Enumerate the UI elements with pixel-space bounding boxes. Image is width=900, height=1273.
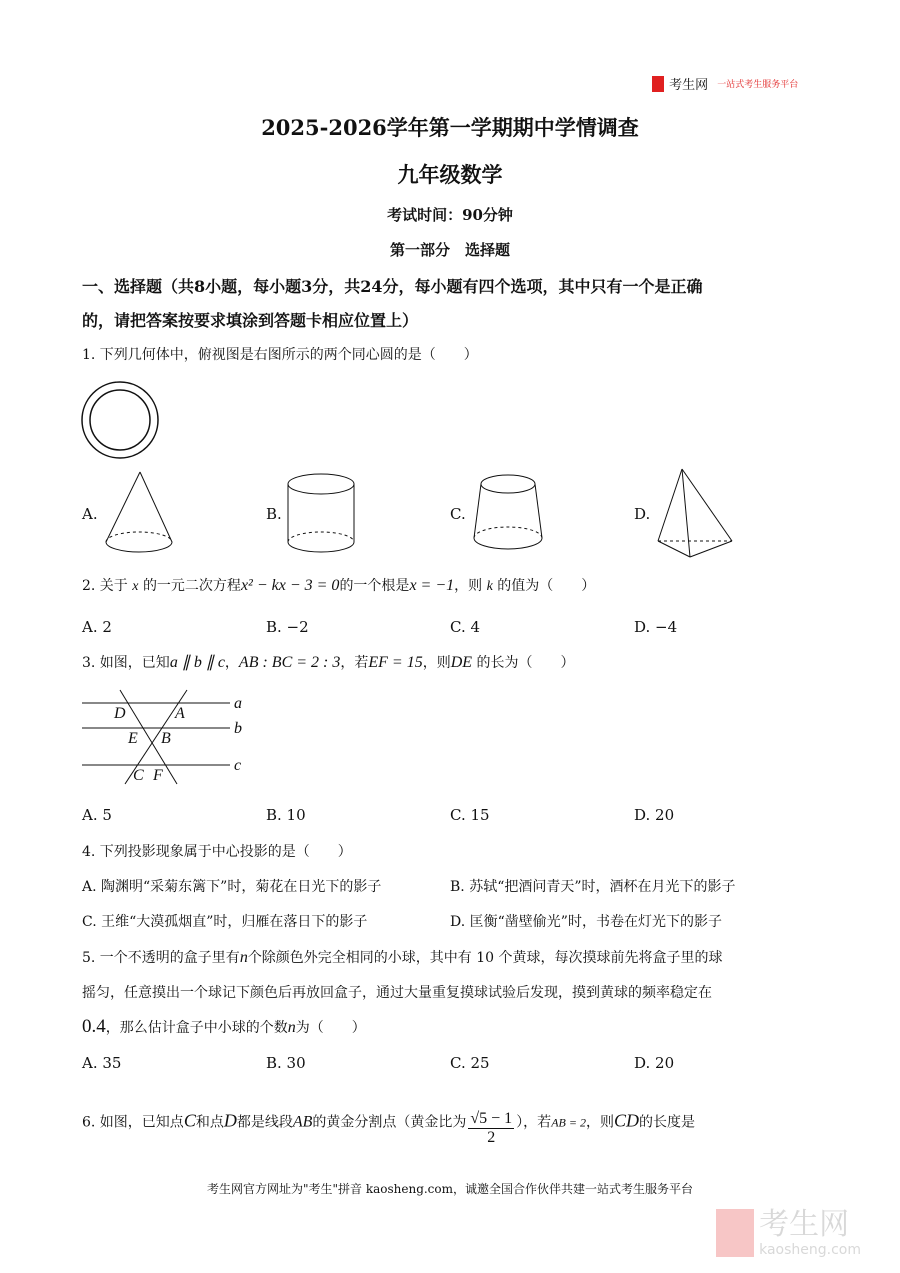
q4-option-b: B. 苏轼“把酒问青天”时，酒杯在月光下的影子 xyxy=(450,879,736,895)
svg-text:A: A xyxy=(175,705,185,722)
pyramid-figure xyxy=(652,465,738,560)
svg-text:C: C xyxy=(133,767,144,784)
q2-stem: 2. 关于 x 的一元二次方程x² − kx − 3 = 0的一个根是x = −1，则 k 的值为（ ） xyxy=(82,577,596,594)
q5-line-1: 5. 一个不透明的盒子里有n个除颜色外完全相同的小球，其中有 10 个黄球，每次摸球前先将盒子里的球 xyxy=(82,949,723,966)
section-heading-1: 一、选择题（共8小题，每小题3分，共24分，每小题有四个选项，其中只有一个是正确 xyxy=(82,277,703,296)
q6-stem: 6. 如图，已知点C和点D都是线段AB的黄金分割点（黄金比为 $\frac{√5 - 1}{2}$ ），若AB = 2，则CD的长度是 xyxy=(82,1110,695,1146)
svg-text:a: a xyxy=(234,695,242,712)
q3-option-a: A. 5 xyxy=(82,806,112,824)
q1-stem: 1. 下列几何体中，俯视图是右图所示的两个同心圆的是（ ） xyxy=(82,347,478,363)
svg-text:b: b xyxy=(234,720,242,737)
svg-text:c: c xyxy=(234,757,242,774)
cylinder-figure xyxy=(283,470,359,560)
svg-text:F: F xyxy=(153,767,163,784)
q1-option-a: A. xyxy=(82,505,98,523)
watermark-mark-icon xyxy=(716,1209,754,1257)
q5-option-d: D. 20 xyxy=(634,1054,675,1072)
q3-option-c: C. 15 xyxy=(450,806,490,824)
exam-subject: 九年级数学 xyxy=(397,162,503,187)
q1-option-c: C. xyxy=(450,505,466,523)
q2-option-a: A. 2 xyxy=(82,618,112,636)
svg-text:D: D xyxy=(114,705,126,722)
svg-text:E: E xyxy=(128,730,138,747)
concentric-circles-figure xyxy=(78,380,164,462)
logo xyxy=(652,73,798,93)
cone-figure xyxy=(100,468,180,558)
q5-line-3: 0.4，那么估计盒子中小球的个数n为（ ） xyxy=(82,1016,366,1037)
q4-option-a: A. 陶渊明“采菊东篱下”时，菊花在日光下的影子 xyxy=(82,879,382,895)
q5-option-b: B. 30 xyxy=(266,1054,306,1072)
q1-option-b: B. xyxy=(266,505,282,523)
q2-option-d: D. −4 xyxy=(634,618,678,636)
watermark-logo: 考生网 kaosheng.com xyxy=(716,1208,861,1258)
exam-title: 2025-2026学年第一学期期中学情调查 xyxy=(261,115,639,140)
q2-option-b: B. −2 xyxy=(266,618,309,636)
exam-time: 考试时间：90分钟 xyxy=(387,206,513,224)
logo-name: 考生网 xyxy=(669,78,709,93)
part-title: 第一部分 选择题 xyxy=(389,241,510,259)
q4-stem: 4. 下列投影现象属于中心投影的是（ ） xyxy=(82,844,352,860)
page-footer: 考生网官方网址为"考生"拼音 kaosheng.com，诚邀全国合作伙伴共建一站式考生服务平台 xyxy=(206,1182,694,1196)
golden-ratio-fraction: $\frac{√5 - 1}{2}$ xyxy=(470,1110,513,1146)
logo-mark-icon xyxy=(652,76,664,92)
q2-option-c: C. 4 xyxy=(450,618,481,636)
svg-text:B: B xyxy=(161,730,171,747)
q1-option-d: D. xyxy=(634,505,651,523)
q4-option-c: C. 王维“大漠孤烟直”时，归雁在落日下的影子 xyxy=(82,914,368,930)
q5-option-a: A. 35 xyxy=(82,1054,122,1072)
q5-option-c: C. 25 xyxy=(450,1054,490,1072)
q5-line-2: 摇匀，任意摸出一个球记下颜色后再放回盒子，通过大量重复摸球试验后发现，摸到黄球的频率稳定在 xyxy=(82,985,712,1001)
q3-stem: 3. 如图，已知a ∥ b ∥ c，AB : BC = 2 : 3，若EF = 15，则DE 的长为（ ） xyxy=(82,654,575,671)
q4-option-d: D. 匡衡“凿壁偷光”时，书卷在灯光下的影子 xyxy=(450,914,722,930)
logo-slogan: 一站式考生服务平台 xyxy=(717,80,799,90)
parallel-lines-figure xyxy=(70,680,270,790)
frustum-figure xyxy=(468,470,550,560)
q3-option-b: B. 10 xyxy=(266,806,306,824)
section-heading-2: 的，请把答案按要求填涂到答题卡相应位置上） xyxy=(82,311,419,330)
q3-option-d: D. 20 xyxy=(634,806,675,824)
